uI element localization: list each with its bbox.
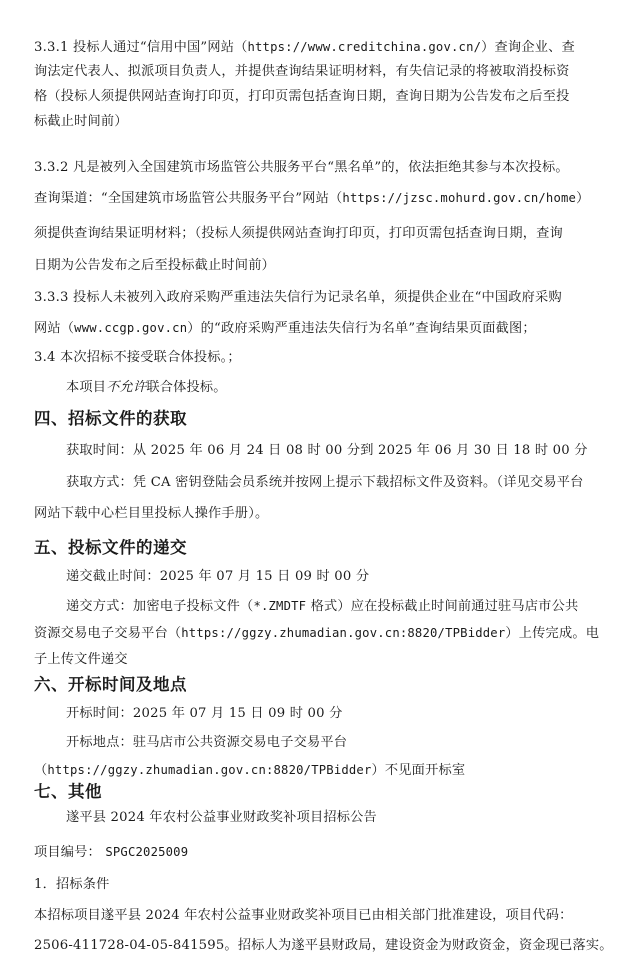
- section-4-method-line-1: 获取方式：凭 CA 密钥登陆会员系统并按网上提示下载招标文件及资料。（详见交易平台: [66, 475, 584, 490]
- clause-3-4-line-2: 本项目不允许联合体投标。: [66, 380, 227, 395]
- section-4-method-line-2: 网站下载中心栏目里投标人操作手册）。: [34, 506, 269, 521]
- clause-3-3-1-line-2: 询法定代表人、拟派项目负责人，并提供查询结果证明材料，有失信记录的将被取消投标资: [34, 64, 570, 79]
- section-7-heading: 七、其他: [34, 782, 102, 801]
- jzsc-url: https://jzsc.mohurd.gov.cn/home: [342, 191, 577, 205]
- section-6-url-line: （https://ggzy.zhumadian.gov.cn:8820/TPBidder）不见面开标室: [34, 763, 466, 778]
- clause-3-3-1-line-4: 标截止时间前）: [34, 114, 128, 129]
- section-6-place: 开标地点：驻马店市公共资源交易电子交易平台: [66, 735, 348, 750]
- clause-3-3-1-line-1: 3.3.1 投标人通过“信用中国”网站（https://www.creditchina.gov.cn/）查询企业、查: [34, 40, 575, 55]
- clause-3-3-2-line-4: 日期为公告发布之后至投标截止时间前）: [34, 258, 275, 273]
- section-5-method-line-3: 子上传文件递交: [34, 652, 128, 667]
- section-5-heading: 五、投标文件的递交: [34, 538, 187, 557]
- clause-3-3-2-line-1: 3.3.2 凡是被列入全国建筑市场监管公共服务平台“黑名单”的，依法拒绝其参与本次投标。: [34, 160, 569, 175]
- subsection-1-heading: 1．招标条件: [34, 877, 110, 892]
- section-7-body-line-2: 2506-411728-04-05-841595。招标人为遂平县财政局，建设资金为财政资金，资金现已落实。: [34, 938, 613, 953]
- section-4-heading: 四、招标文件的获取: [34, 409, 187, 428]
- section-6-time: 开标时间：2025 年 07 月 15 日 09 时 00 分: [66, 706, 343, 721]
- project-code-value: SPGC2025009: [105, 845, 189, 859]
- section-5-method-line-2: 资源交易电子交易平台（https://ggzy.zhumadian.gov.cn:8820/TPBidder）上传完成。电: [34, 626, 600, 641]
- clause-3-3-3-line-2: 网站（www.ccgp.gov.cn）的“政府采购严重违法失信行为名单”查询结果页面截图；: [34, 321, 536, 336]
- clause-3-3-2-line-3: 须提供查询结果证明材料；（投标人须提供网站查询打印页，打印页需包括查询日期，查询: [34, 226, 563, 241]
- file-format: *.ZMDTF: [253, 599, 307, 613]
- clause-3-3-2-line-2: 查询渠道：“全国建筑市场监管公共服务平台”网站（https://jzsc.mohurd.gov.cn/home）: [34, 191, 590, 206]
- section-6-heading: 六、开标时间及地点: [34, 675, 187, 694]
- ccgp-url: www.ccgp.gov.cn: [74, 321, 188, 335]
- section-5-method-line-1: 递交方式：加密电子投标文件（*.ZMDTF 格式）应在投标截止时间前通过驻马店市公共: [66, 599, 579, 614]
- section-7-body-line-1: 本招标项目遂平县 2024 年农村公益事业财政奖补项目已由相关部门批准建设，项目代码：: [34, 908, 573, 923]
- section-5-deadline: 递交截止时间：2025 年 07 月 15 日 09 时 00 分: [66, 569, 370, 584]
- creditchina-url: https://www.creditchina.gov.cn/: [247, 40, 482, 54]
- clause-3-3-3-line-1: 3.3.3 投标人未被列入政府采购严重违法失信行为记录名单，须提供企业在“中国政府采购: [34, 290, 562, 305]
- tpbidder-url-2: https://ggzy.zhumadian.gov.cn:8820/TPBidder: [47, 763, 372, 777]
- project-code-line: 项目编号： SPGC2025009: [34, 845, 189, 860]
- clause-3-3-1-line-3: 格（投标人须提供网站查询打印页，打印页需包括查询日期，查询日期为公告发布之后至投: [34, 89, 570, 104]
- tpbidder-url: https://ggzy.zhumadian.gov.cn:8820/TPBidder: [181, 626, 506, 640]
- project-title: 遂平县 2024 年农村公益事业财政奖补项目招标公告: [66, 810, 377, 825]
- clause-3-4-line-1: 3.4 本次招标不接受联合体投标。；: [34, 350, 241, 365]
- section-4-time: 获取时间：从 2025 年 06 月 24 日 08 时 00 分到 2025 年 06 月 30 日 18 时 00 分: [66, 443, 588, 458]
